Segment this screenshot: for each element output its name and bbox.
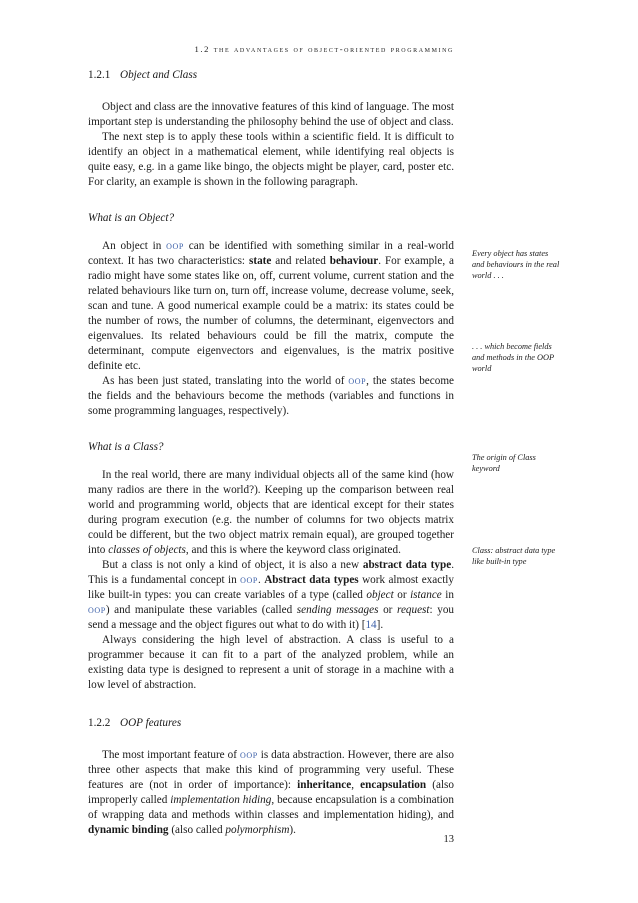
term-behaviour: behaviour bbox=[329, 255, 379, 267]
term-sending-messages: sending messages bbox=[296, 604, 379, 616]
section-heading-oop-features bbox=[88, 716, 454, 731]
term-polymorphism: polymorphism bbox=[225, 824, 290, 836]
term-istance: istance bbox=[410, 589, 442, 601]
acronym-link[interactable]: oop bbox=[88, 604, 106, 616]
paragraph-heading-what-is-an-object: What is an Object? bbox=[88, 212, 175, 224]
term-object: object bbox=[366, 589, 394, 601]
section-heading-object-and-class bbox=[88, 68, 454, 83]
paragraph: The next step is to apply these tools within a scientific field. It is difficult to identify an object in a mathematical element, while identifying real objects is quite easy, e.g. in a game like bingo, the objects might be player, card, poster etc. For clarity, an example is shown in the following paragraph. bbox=[88, 131, 454, 188]
acronym-link[interactable]: oop bbox=[239, 749, 258, 761]
section-title: OOP features bbox=[120, 717, 182, 729]
term-inheritance: inheritance bbox=[297, 779, 352, 791]
margin-note: . . . which become fields and methods in the OOP world bbox=[472, 342, 554, 373]
section-number: 1.2.2 bbox=[88, 717, 111, 729]
paragraph-oop-features: The most important feature of oop is data abstraction. However, there are also three other aspects that make this kind of programming very useful. These features are (not in order of importance): inheritance, encapsulation (also improperly called implementation hiding, because encapsulation is a combination of wrapping data and methods within classes and implementation hiding), and dynamic binding (also called polymorphism). bbox=[88, 749, 455, 836]
citation-link[interactable]: 14 bbox=[365, 619, 377, 631]
section-title: Object and Class bbox=[120, 69, 198, 81]
running-head: 1.2 the advantages of object-oriented programming bbox=[194, 44, 454, 54]
margin-note: Class: abstract data type like built-in type bbox=[472, 546, 556, 566]
paragraph-oop-translation: As has been just stated, translating into the world of oop, the states become the fields and the behaviours become the methods (variables and functions in some programming languages, respectively). bbox=[88, 375, 454, 417]
acronym-link[interactable]: oop bbox=[240, 574, 258, 586]
term-state: state bbox=[248, 255, 272, 267]
paragraph-abstract-data-type: But a class is not only a kind of object, it is also a new abstract data type. This is a fundamental concept in oop. Abstract data types work almost exactly like built-in types: you can create variables of a type (called object or istance in oop) and manipulate these variables (called sending messages or request: you send a message and the object figures out what to do with it) [14]. bbox=[88, 559, 455, 631]
term-classes-of-objects: classes of objects bbox=[108, 544, 186, 556]
page-number: 13 bbox=[443, 834, 454, 845]
paragraph-heading-what-is-a-class: What is a Class? bbox=[88, 441, 164, 453]
term-request: request bbox=[397, 604, 430, 616]
body-column bbox=[88, 68, 454, 838]
acronym-link[interactable]: oop bbox=[348, 375, 367, 387]
term-implementation-hiding: implementation hiding bbox=[170, 794, 272, 806]
term-dynamic-binding: dynamic binding bbox=[88, 824, 169, 836]
margin-note: Every object has states and behaviours in the real world . . . bbox=[472, 249, 560, 280]
paragraph-class-origin: In the real world, there are many individual objects all of the same kind (how many radios are there in the world?). Keeping up the comparison between real world and programming world, objects that are identical except for their states during program execution (e.g. the number of columns for two objects matrix could be different, but the two object matrix remain equal), are grouped together into classes of objects, and this is where the keyword class originated. bbox=[88, 469, 454, 556]
paragraph: Object and class are the innovative features of this kind of language. The most important step is understanding the philosophy behind the use of object and class. bbox=[88, 101, 454, 128]
term-abstract-data-type: abstract data type bbox=[362, 559, 452, 571]
term-encapsulation: encapsulation bbox=[360, 779, 427, 791]
paragraph: Always considering the high level of abstraction. A class is useful to a programmer because it can fit to a part of the analyzed problem, while an existing data type is designed to represent a unit of storage in a machine with a low level of abstraction. bbox=[88, 634, 454, 691]
acronym-link[interactable]: oop bbox=[166, 240, 184, 252]
margin-note: The origin of Class keyword bbox=[472, 453, 536, 473]
term-abstract-data-types: Abstract data types bbox=[264, 574, 359, 586]
section-number: 1.2.1 bbox=[88, 69, 111, 81]
paragraph-object-definition: An object in oop can be identified with something similar in a real-world context. It has two characteristics: state and related behaviour. For example, a radio might have some states like on, off, current volume, current station and the related behaviours like turn on, turn off, increase volume, decrease volume, seek, scan and tune. A good numerical example could be a matrix: its states could be the number of rows, the number of columns, the determinant, eigenvectors and eigenvalues. Its related behaviours could be fill the matrix, compute the determinant, compute eigenvectors and eigenvalues, is the matrix positive definite etc. bbox=[88, 240, 455, 372]
